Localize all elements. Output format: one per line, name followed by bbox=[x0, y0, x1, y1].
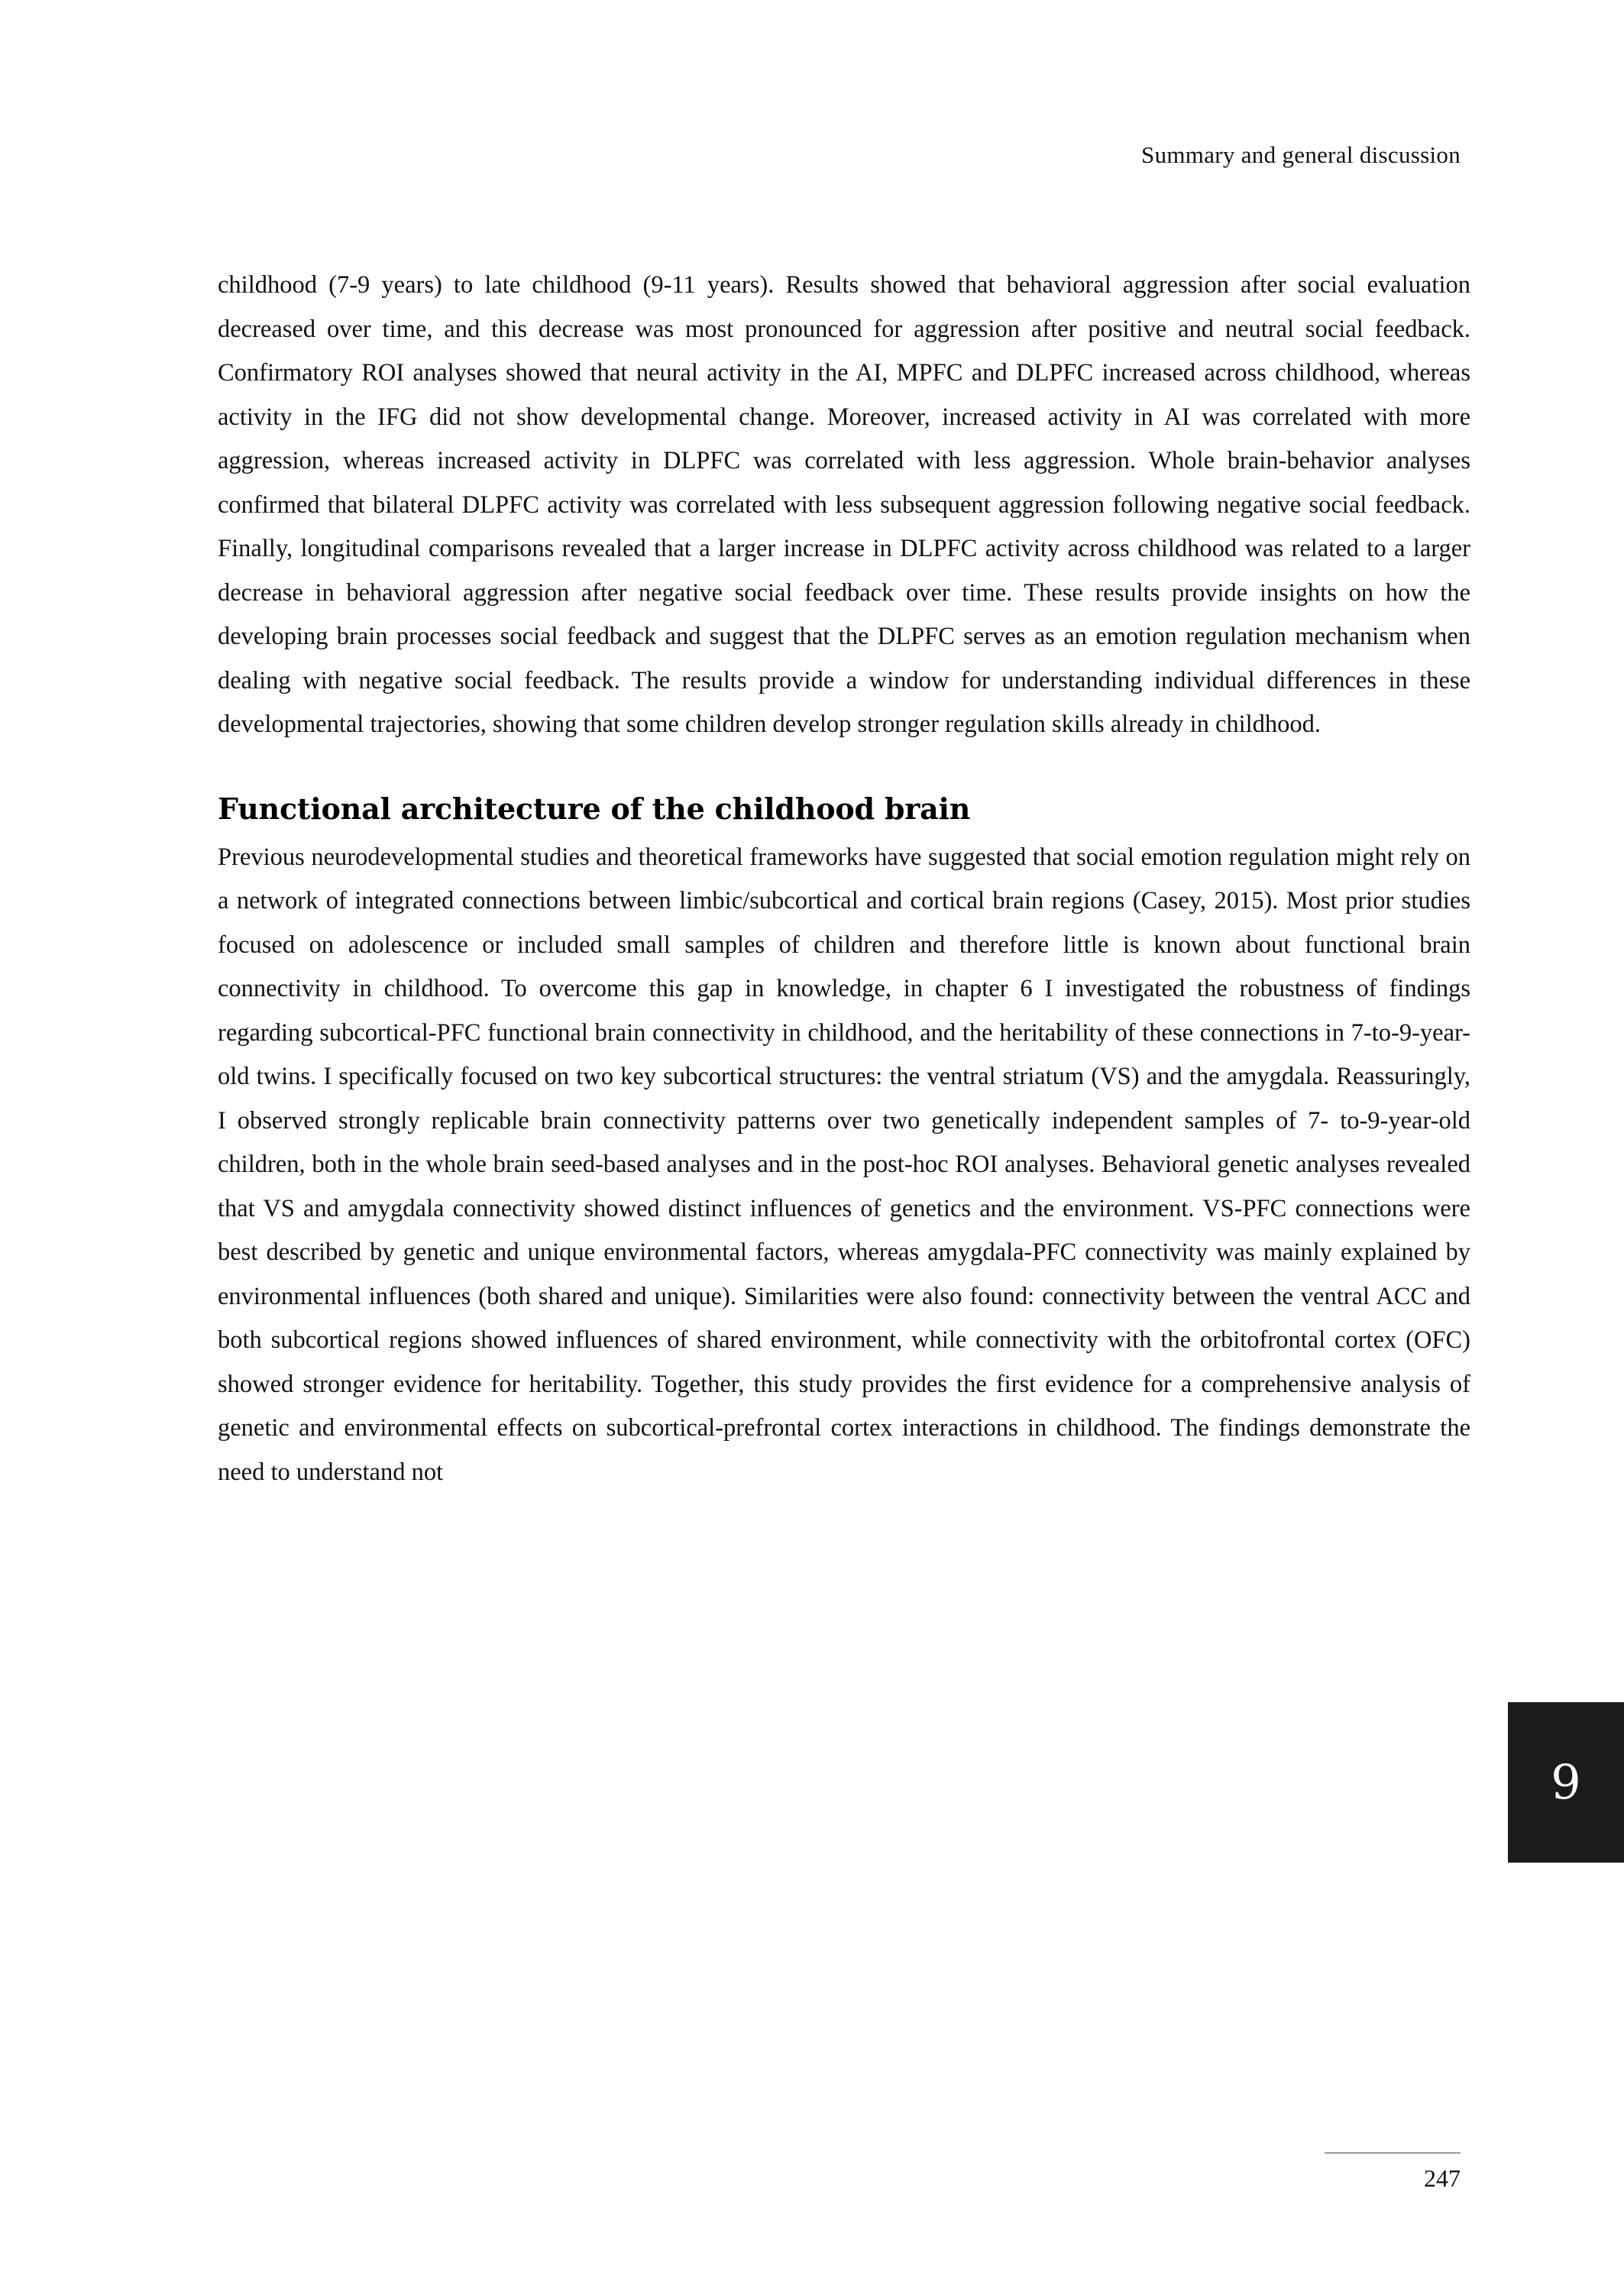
section-heading: Functional architecture of the childhood brain bbox=[218, 791, 971, 826]
page-content bbox=[218, 264, 1470, 1494]
page-footer bbox=[1323, 2152, 1461, 2193]
page-number: 247 bbox=[1424, 2164, 1461, 2192]
body-paragraph: childhood (7-9 years) to late childhood (9-11 years). Results showed that behavioral aggression after social evaluation decreased over time, and this decrease was most pronounced for aggression after positive and neutral social feedback. Confirmatory ROI analyses showed that neural activity in the AI, MPFC and DLPFC increased across childhood, whereas activity in the IFG did not show developmental change. Moreover, increased activity in AI was correlated with more aggression, whereas increased activity in DLPFC was correlated with less aggression. Whole brain-behavior analyses confirmed that bilateral DLPFC activity was correlated with less subsequent aggression following negative social feedback. Finally, longitudinal comparisons revealed that a larger increase in DLPFC activity across childhood was related to a larger decrease in behavioral aggression after negative social feedback over time. These results provide insights on how the developing brain processes social feedback and suggest that the DLPFC serves as an emotion regulation mechanism when dealing with negative social feedback. The results provide a window for understanding individual differences in these developmental trajectories, showing that some children develop stronger regulation skills already in childhood. bbox=[218, 271, 1470, 738]
section-paragraph: Previous neurodevelopmental studies and theoretical frameworks have suggested that social emotion regulation might rely on a network of integrated connections between limbic/subcortical and cortical brain regions (Casey, 2015). Most prior studies focused on adolescence or included small samples of children and therefore little is known about functional brain connectivity in childhood. To overcome this gap in knowledge, in chapter 6 I investigated the robustness of findings regarding subcortical-PFC functional brain connectivity in childhood, and the heritability of these connections in 7-to-9-year-old twins. I specifically focused on two key subcortical structures: the ventral striatum (VS) and the amygdala. Reassuringly, I observed strongly replicable brain connectivity patterns over two genetically independent samples of 7- to-9-year-old children, both in the whole brain seed-based analyses and in the post-hoc ROI analyses. Behavioral genetic analyses revealed that VS and amygdala connectivity showed distinct influences of genetics and the environment. VS-PFC connections were best described by genetic and unique environmental factors, whereas amygdala-PFC connectivity was mainly explained by environmental influences (both shared and unique). Similarities were also found: connectivity between the ventral ACC and both subcortical regions showed influences of shared environment, while connectivity with the orbitofrontal cortex (OFC) showed stronger evidence for heritability. Together, this study provides the first evidence for a comprehensive analysis of genetic and environmental effects on subcortical-prefrontal cortex interactions in childhood. The findings demonstrate the need to understand not bbox=[218, 843, 1470, 1486]
footer-divider bbox=[1325, 2152, 1461, 2154]
chapter-number: 9 bbox=[1551, 1754, 1581, 1810]
running-head: Summary and general discussion bbox=[1141, 141, 1461, 168]
chapter-tab bbox=[1508, 1702, 1624, 1863]
